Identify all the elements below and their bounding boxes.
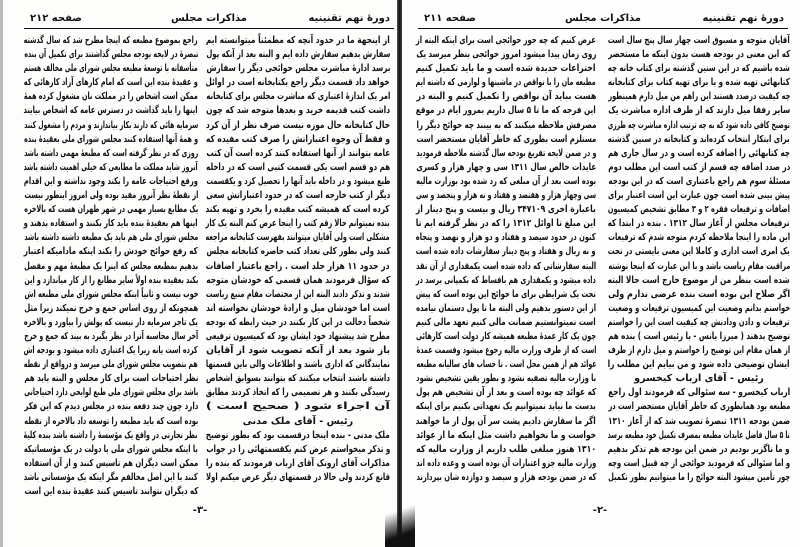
- line-text: بوده است که باید مطبعه را توسعه داد بالاخره از نقطه: [24, 415, 198, 427]
- line-text: از این دستور بدهیم ولی البته ما تا پول دستمان نیامده: [416, 302, 596, 314]
- text-line: [24, 344, 198, 358]
- line-text: رسیدگی بکنند و هر تصمیمی را که اتخاذ کردند مطابق: [206, 387, 390, 399]
- line-text: این ماده را اینجا ملاحظه کردم متوجه شدم که ترفیعات: [608, 232, 790, 244]
- text-line: [24, 400, 198, 414]
- line-text: خواستم بدانم وضعیت این کمیسیون ترفیعات و وضعیت: [608, 302, 790, 314]
- page-number: صفحه ۲۱۲: [30, 13, 82, 24]
- line-text: مطبعه بود همانطوری که خاطر آقایان مستحضر است در: [608, 401, 790, 413]
- line-text: از همان مقام این توضیح را خواستم و میل دارم از طرف: [608, 345, 790, 357]
- line-text: قانع کردند ولی حالا در قسمتهای دیگر عرض میکنم اولا: [206, 471, 390, 483]
- text-line: [24, 274, 198, 288]
- page-footer-number: -۲-: [592, 505, 608, 516]
- line-text: اگر ما سفارش دادیم پشت سر آن پول از ما خواهند: [416, 415, 596, 427]
- line-text: است نمیتوانستیم ضمانت مالی کنیم تعهد مالی کنیم: [416, 316, 596, 328]
- text-line: [24, 133, 198, 147]
- line-text: هم بتصویب مجلس شورای ملی میرسد و درواقع از نقطه: [24, 359, 198, 371]
- line-text: از نقطهٔ نظر آنروز مفید بوده ولی امروز اینطور نیست: [24, 190, 198, 202]
- text-line: [416, 133, 596, 147]
- line-text: یک امری است اداری و کاملا این معنی بایستی در تحت: [608, 246, 790, 258]
- line-text: کنند ولی بطور کلی تعداد کتب حاضره کتابخانه مجلس: [206, 246, 390, 258]
- text-line: [608, 358, 790, 372]
- line-text: با اینکه مجلس شورای ملی یا دولت در یک مؤسساتیکه: [24, 443, 198, 455]
- text-line: [608, 274, 790, 288]
- text-column-left: [416, 34, 596, 485]
- text-line: [416, 415, 596, 429]
- line-text: هست بباید آن نواقص را تکمیل کنیم و البته در: [416, 91, 596, 103]
- line-text: آخر سال محاسبه آنرا در نظر بگیرد به بیند که جمع و خرج: [24, 330, 198, 342]
- line-text: اختراعات جدیدة شده است و ما باید تکمیل کنیم: [416, 63, 596, 75]
- session-title: دورهٔ نهم تقنینیه: [308, 13, 390, 24]
- line-text: باشد برای مجلس شورای ملی طبع لوایحی دارد احتیاجاتی: [24, 387, 198, 399]
- text-line: [416, 302, 596, 316]
- line-text: سرمایه هائی که دارند بکار بیاندازند و مردم را مشغول کنند: [24, 119, 198, 131]
- line-text: اینها را باید گذاشت در دسترس عامه که اشخاص بیایند: [24, 105, 198, 117]
- text-line: [416, 175, 596, 189]
- line-text: ایشان توضیحی داده شود و من بیایم این مطلب را: [608, 359, 790, 371]
- text-line: [24, 471, 198, 485]
- line-text: روی زمان پیدا میشود امروز حوائجی بنظر میرسد یک: [416, 49, 596, 61]
- text-line: [24, 372, 198, 386]
- text-line: [416, 457, 596, 471]
- line-text: و اما سئوالی که فرمودید حوائجی از چه قبیل است وچه: [608, 457, 790, 469]
- text-line: [608, 189, 790, 203]
- line-text: برسد ادارهٔ مباشرت مجلس حوائجی دیگر را سفارش: [206, 63, 390, 75]
- text-column-right: [608, 34, 790, 485]
- text-line: [608, 400, 790, 414]
- line-text: خوب نیست و ثانیاً اینکه مجلس شورای ملی مطبعه اش: [24, 288, 198, 300]
- text-line: [608, 217, 790, 231]
- line-text: همچونکه از روی اساس جمع و خرج نمیکند زیرا مثل: [24, 302, 198, 314]
- line-text: کتابهائی تهیه شده و یا برای تهیه کتاب برای کتابخانه: [608, 77, 790, 89]
- text-line: [24, 316, 198, 330]
- line-text: وزارت مالیه جزو اعتبارات آن بوده است و وعده داده اند: [416, 457, 596, 469]
- line-text: نظر احتیاجات است برای کار مجلس و البته باید هم: [24, 373, 198, 385]
- page-header: [418, 12, 788, 29]
- text-line: [416, 34, 596, 48]
- text-line: [206, 217, 390, 231]
- line-text: عایدات خالص سال ۱۳۱۱ سی و چهار هزار و کسری: [416, 161, 596, 173]
- line-text: بدست ما نیاید نمیتوانیم یک تعهداتی بکنیم برای اینکه: [416, 401, 596, 413]
- text-line: [416, 400, 596, 414]
- text-line: [416, 119, 596, 133]
- text-line: [24, 34, 198, 48]
- line-text: نمایندگانی که اداری باشند و اطلاعات والی باین قسمتها: [206, 359, 390, 371]
- line-text: اینها هم بعقیدهٔ بنده باید کار بکنند و استفاده بدهند و: [24, 218, 198, 230]
- line-text: و عقیدهٔ بنده این است که امام کارهای آزاد کارهائی که: [24, 77, 198, 89]
- text-line: [416, 147, 596, 161]
- line-text: عامه بتوانند از آنها استفاده کنند کرده است آن کتب: [206, 147, 390, 159]
- text-line: [608, 457, 790, 471]
- line-text: چور تأمین میشود البته حوائج را ما میتوانیم بطور تکمیل: [608, 471, 790, 483]
- text-line: [416, 358, 596, 372]
- text-line: [24, 260, 198, 274]
- line-text: کنند با این اصل مخالفم مگر اینکه یک مؤسساتی باشد: [24, 471, 198, 483]
- text-line: [416, 203, 596, 217]
- line-text: شده است بنظر من از موضوع خارج است حالا البته: [608, 274, 790, 286]
- text-line: [416, 471, 596, 485]
- text-line: [24, 62, 198, 76]
- text-line: [24, 288, 198, 302]
- line-text: چه کیفیت درصدد هستند این راهم من میل دارم همینطور: [608, 91, 790, 103]
- line-text: مجلس شورای ملی هم باید یک مطبعه داشته داشته باشد: [24, 232, 198, 244]
- line-text: راجع بموضوع مطبعه که اینجا مطرح شد که سال گذشته: [24, 35, 198, 46]
- line-text: با وزارت مالیه تصفیه نشود و بطور یقین تشخیص نشود: [416, 373, 596, 385]
- line-text: خواست و ما نخواهیم داشت مثل اینکه ما از عوائد: [416, 429, 596, 441]
- line-text: و تذکر میخواستم عرض کنم یکقسمتهائی را در جواب: [206, 443, 390, 455]
- text-line: [608, 245, 790, 259]
- text-line: [416, 245, 596, 259]
- text-line: [416, 161, 596, 175]
- line-text: ورفع احتیاجات عامه را بکند وجود نداشته و این اقدام: [24, 175, 198, 187]
- line-text: رئیس - آقای ارباب کیخسرو: [634, 373, 764, 385]
- text-line: [416, 260, 596, 274]
- text-line: [24, 386, 198, 400]
- book-gutter: [397, 0, 402, 547]
- line-text: توضیح کافی داده شود که به چه ترتیب اداره مباشرت چه طرزی: [608, 119, 790, 131]
- line-text: آقایان متوجه و مسبوق است چهار سال پنج سال است: [608, 35, 790, 46]
- line-text: خواهد داد قسمت دیگر راجع بکتابخانه است در اوائل: [206, 77, 390, 89]
- text-line: [24, 415, 198, 429]
- text-line: [608, 231, 790, 245]
- line-text: داده میشود و یکمقداری هم باقساط که بکمپانی برسد در: [416, 274, 596, 286]
- text-line: [24, 217, 198, 231]
- text-line: [206, 62, 390, 76]
- line-text: روزی که در نظر گرفته است که مطبعهٔ مهمی داشته باشد: [24, 147, 198, 159]
- text-line: [24, 48, 198, 62]
- line-text: عوائد هم از همین محل است . تا حساب های سالیانه مطبعه: [416, 359, 596, 371]
- line-text: ملک مدنی - بنده اینجا درقسمت بود که بطور توضیح: [206, 429, 390, 441]
- line-text: رئیس - آقای ملک مدنی: [242, 415, 354, 427]
- line-text: باز شود بعد از آنکه تصویب شود از آقایان: [206, 345, 390, 357]
- section-title: مذاکرات مجلس: [564, 13, 642, 24]
- line-text: سی وچهار هزار و هفتصد و هفتاد و نه هزار و پنجصد و سی: [416, 190, 596, 202]
- text-line: [24, 175, 198, 189]
- text-line: [206, 90, 390, 104]
- line-text: شدند و تذکر دادند البته این از مختصات مقام منیع ریاست: [206, 288, 390, 300]
- scan-shadow: [385, 492, 415, 547]
- text-line: [24, 457, 198, 471]
- line-text: که این معنی در بودجه هست بدون اینکه ما مستحضر: [608, 49, 790, 61]
- text-line: [24, 90, 198, 104]
- text-line: [608, 48, 790, 62]
- line-text: کنون در حدود سیصد و هفتاد و دو هزار و نهصد و پنجاه: [416, 232, 596, 244]
- text-line: [608, 330, 790, 344]
- text-line: [416, 288, 596, 302]
- line-text: در صدد اضافه چه قسم از کتب است این مطلب دوم: [608, 161, 790, 173]
- text-line: [416, 443, 596, 457]
- line-text: بکند بعقیده بنده اولاً سایر مطابع را از کار میاندازد و این: [24, 274, 198, 286]
- line-text: ضمن بودجه ۱۳۱۱ تبصرهٔ تصویب شد که از آغاز ۱۳۱۰: [608, 415, 790, 427]
- text-line: [608, 429, 790, 443]
- page-footer-number: -۳-: [192, 505, 208, 516]
- text-line: [416, 372, 596, 386]
- line-text: عرض کنیم که چه جور حوائجی است برای اینکه البته از: [416, 35, 596, 46]
- line-text: تا ۵ سال فاضل عایدات مطبعه بمصرف تکمیل خود مطبعه برسد: [608, 429, 790, 441]
- line-text: مراقبت مقام ریاست باشد و با این عبارت که اینجا نوشته: [608, 260, 790, 272]
- text-line: [416, 330, 596, 344]
- text-line: [416, 189, 596, 203]
- line-text: کرده است یانه زیرا یک اعتباری داده میشود و بودجه اش: [24, 345, 198, 357]
- line-text: آنروز شاید مملکت ما مطابعی که خیلی اهمیت داشته باشد: [24, 161, 198, 173]
- line-text: توضیح بدهند ( میرزا یانس - با رئیس است ) بنده هم: [608, 330, 790, 342]
- line-text: مشکلی است ولی آقایان میتوانند بفهرست کتابخانه مراجعه: [206, 232, 390, 244]
- line-text: یک تاجر سرمایه دار نیست که پولش را بیاورد و بالاخره: [24, 316, 198, 328]
- text-line: [608, 161, 790, 175]
- text-line: [416, 274, 596, 288]
- text-line: [608, 175, 790, 189]
- line-text: یک مطابع بسیار مهمی در شهر طهران هست که بالاخره: [24, 204, 198, 216]
- text-line: [608, 62, 790, 76]
- line-text: آن اجراء شود ( صحیح است ): [206, 401, 390, 413]
- text-line: [24, 203, 198, 217]
- text-line: [608, 443, 790, 457]
- text-line: [24, 330, 198, 344]
- text-line: [608, 147, 790, 161]
- text-line: [24, 485, 198, 499]
- text-line: [206, 203, 390, 217]
- line-text: شده باشیم که در این سنین گذشته برای کتاب خانه چه: [608, 63, 790, 75]
- text-line: [24, 104, 198, 118]
- line-text: ارباب کیخسرو - سه سئوالی که فرمودند اول راجع: [608, 387, 790, 399]
- line-text: و نه ریال و هفتاد و پنج دینار سفارشات داده شده است: [416, 246, 596, 258]
- text-line: [608, 34, 790, 48]
- line-text: چه کتابهائی را اضافه کرده است و در سال جاری هم: [608, 147, 790, 159]
- line-text: مستلزم است بطوری که خاطر آقایان مستحضر است: [416, 133, 596, 145]
- line-text: این فرجه که ما تا ۵ سال داریم بمرور ایام در موقع: [416, 105, 596, 117]
- text-line: [608, 90, 790, 104]
- line-text: است که از طرف وزارت مالیه رجوع میشود وقسمت عمدهٔ: [416, 345, 596, 357]
- page-211: [400, 0, 800, 547]
- line-text: تحت یک شرایطی برای ما حوائج این بوده است که پیش: [416, 288, 596, 300]
- line-text: ممکن است اشخاص را در مملکت نان مشغول کرده همهٔ: [24, 91, 198, 103]
- line-text: مطبعه مان را با نواقص در ماشینها و لوازمی که داشته ایم: [416, 77, 596, 89]
- line-text: و در ضمن لایحه تفریغ بودجه سال گذشته ملاحظه فرمودید: [416, 147, 596, 159]
- text-line: [608, 288, 790, 302]
- text-line: [416, 62, 596, 76]
- line-text: بوده است بعد از آن مبلغی که رد شده بود بوزارت مالیه: [416, 175, 596, 187]
- text-line: [24, 358, 198, 372]
- text-line: [416, 344, 596, 358]
- line-text: متأسفانه با توسعهٔ مطبعه مجلس شورای ملی مخالف هستم: [24, 63, 198, 75]
- line-text: که عوائد چه بوده است و بعد از آن تشخیص هم پول: [416, 387, 596, 399]
- line-text: سایر رفقا میل دارند که از طرف اداره مباشرت یک: [608, 105, 790, 117]
- line-text: و همهٔ آنها استفاده کنند مجلس شورای ملی بعقیدهٔ بنده: [24, 133, 198, 145]
- line-text: ۱۳۱۰ هنوز مبلغی طلب داریم از وزارت مالیه که: [416, 443, 596, 455]
- text-line: [24, 443, 198, 457]
- text-line: [416, 386, 596, 400]
- line-text: البته سفارشاتی که داده شده است یکمقداری از آن نقد: [416, 260, 596, 272]
- line-text: نظر تجارتی در واقع یک مؤسسهٔ را داشته باشد بنده کلیهٔ: [24, 429, 198, 441]
- text-line: [416, 90, 596, 104]
- line-text: مسئلهٔ سوم هم راجع باعتباری است که در این بودجه: [608, 175, 790, 187]
- line-text: است اما خودشان میل و ارادهٔ خودشان نخواسته اند: [206, 302, 390, 314]
- line-text: این مبلغ تا اوائل ۱۳۱۲ را که در نظر گرفته ایم تا: [416, 218, 596, 230]
- text-line: [206, 429, 390, 443]
- line-text: ممکن است دیگران هم تاسیس کنند و از آن استفاده: [24, 457, 198, 469]
- line-text: مطرح شد پیشنهاد خود ایشان بود که کمیسیون ترفیعی: [206, 330, 390, 342]
- line-text: اضافات و ترفیعات فقره ۲ و ۳ مطابق تشخیص کمیسیون: [608, 204, 790, 216]
- line-text: ترفیعات و دادن ودادنش چه کیفیت است این را خواستم: [608, 316, 790, 328]
- line-text: برای ابتکار انتخاب کرده‌اند و کتابخانه در سنین گذشته: [608, 133, 790, 145]
- session-title: دورهٔ نهم تقنینیه: [702, 13, 784, 24]
- line-text: امر یک اندازهٔ اعتباری که مباشرت مجلس برای کتابخانه: [206, 91, 390, 103]
- line-text: بدهیم بمطبعه مجلس که اینرا یک مطبعهٔ مهم و مفصل: [24, 260, 198, 272]
- text-line: [24, 76, 198, 90]
- line-text: کرده است که همیشه کتب مفیده را بخرد و تهیه بکند: [206, 204, 390, 216]
- line-text: دارد چون چند دفعه بنده در مجلس دیدم که این فکر: [24, 401, 198, 413]
- text-line: [608, 260, 790, 274]
- line-text: داشت کتب قدیمه خرید و بعدها متوجه شد که چون: [206, 105, 390, 117]
- page-number: صفحه ۲۱۱: [424, 13, 476, 24]
- line-text: اگر صلاح این بوده است بنده عرضی ندارم ولی: [608, 288, 790, 300]
- text-line: [608, 415, 790, 429]
- line-text: پیش بینی شده است چون عبارت این است اعتبار برای: [608, 190, 790, 202]
- line-text: شخصاً دخالت در این کار بکنند در حیث رابطه که بودجه: [206, 316, 390, 328]
- line-text: مذاکرات آقای ارونک آقای ارباب فرمودند که بنده را: [206, 457, 390, 469]
- text-line: [416, 76, 596, 90]
- text-line: [608, 104, 790, 118]
- line-text: دیگر از کتب خارجه است که در حدود اعتباراتش سعی: [206, 190, 390, 202]
- line-text: تبصرهٔ در لایحه بودجه مجلس گذاشتند برای تکمیل آن بنده: [24, 49, 198, 61]
- text-line: [608, 471, 790, 485]
- page-header: [24, 12, 394, 29]
- text-line: [608, 133, 790, 147]
- text-line: [24, 161, 198, 175]
- line-text: طبع میشود و در داخله باید آنها را تحصیل کرد و یکقسمت: [206, 175, 390, 187]
- line-text: و فقط آن وجوه اعتباراتش را صرف کتب مفیده که: [206, 133, 390, 145]
- text-line: [416, 48, 596, 62]
- line-text: سفارش بدهیم سفارش داده ایم و البته بعد از آنکه پول: [206, 49, 390, 61]
- text-line: [608, 119, 790, 133]
- line-text: که سؤال فرمودند همان قسمی که خودشان متوجه: [206, 274, 390, 286]
- text-line: [608, 76, 790, 90]
- text-line: [24, 231, 198, 245]
- line-text: ترفیعات مجلس از آغاز سال ۱۳۱۲ . بنده در ابتدا که: [608, 218, 790, 230]
- text-line: [24, 302, 198, 316]
- speaker-heading: [608, 372, 790, 386]
- line-text: که رفع حوائج خودش را بکند اینکه مادامیکه اعتبار: [24, 246, 198, 258]
- text-line: [24, 147, 198, 161]
- line-text: در حدود ۱۱ هزار جلد است . راجع باعتبار اضافات: [206, 260, 390, 272]
- text-line: [416, 104, 596, 118]
- text-line: [608, 344, 790, 358]
- text-line: [416, 316, 596, 330]
- text-line: [608, 386, 790, 400]
- text-line: [416, 217, 596, 231]
- line-text: که در ضمن بودجه هزار و سیصد و دوازده شان بپردازند: [416, 471, 596, 483]
- text-line: [24, 429, 198, 443]
- line-text: چون یک کار عمدهٔ مطبعه همیشه کار دولت است کارهائی: [416, 330, 596, 342]
- text-line: [206, 443, 390, 457]
- line-text: بنده نمیتوانم حالا رقم کتب را اینجا عرض کنم البته یک کار: [206, 218, 390, 230]
- text-line: [608, 203, 790, 217]
- line-text: حال کتابخانه حال موزه نیست صرف نظر از آن کرد: [206, 119, 390, 131]
- text-line: [416, 231, 596, 245]
- line-text: و ما ناگزیر بودیم در ضمن این بودجه هم تذکر بدهیم: [608, 443, 790, 455]
- line-text: باعبارة اخری ۳۴۷۱۰۹ ریال و بیست و پنج دینار از: [416, 204, 596, 216]
- line-text: مصرفش ملاحظه میکنند که به بینند چه حوائج دیگر را: [416, 119, 596, 131]
- text-line: [416, 429, 596, 443]
- text-line: [608, 316, 790, 330]
- text-line: [608, 302, 790, 316]
- text-line: [24, 245, 198, 259]
- line-text: از اینجهة ما در حدود آنچه که مطمئناً میتوانسته ایم: [206, 35, 390, 46]
- text-line: [24, 189, 198, 203]
- text-column-left: [24, 34, 198, 499]
- section-title: مذاکرات مجلس: [170, 13, 248, 24]
- line-text: که دیگران نتوانند تاسیس کنند عقیدهٔ بنده این است: [24, 486, 198, 497]
- text-line: [24, 119, 198, 133]
- line-text: داشته باشند انتخاب میکنند که بتوانند بسوابق اشخاص: [206, 373, 390, 385]
- line-text: هم دو قسم است یکی قسمت کتبی است که در داخله: [206, 161, 390, 173]
